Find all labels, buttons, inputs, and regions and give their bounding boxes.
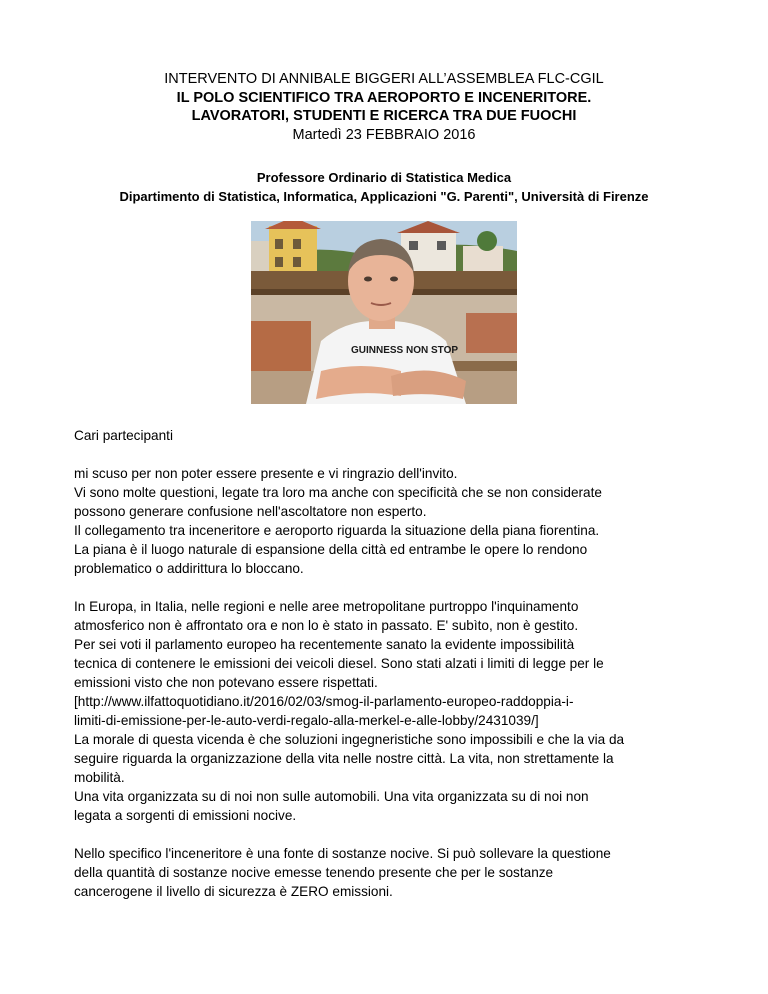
text-line: La piana è il luogo naturale di espansione della città ed entrambe le opere lo rendono — [74, 542, 588, 557]
text-line: Vi sono molte questioni, legate tra loro ma anche con specificità che se non considerate — [74, 485, 602, 500]
text-line: cancerogene il livello di sicurezza è ZERO emissioni. — [74, 884, 393, 899]
author-photo-illustration — [251, 221, 517, 404]
text-line: Per sei voti il parlamento europeo ha recentemente sanato la evidente impossibilità — [74, 637, 575, 652]
text-line: della quantità di sostanze nocive emesse tenendo presente che per le sostanze — [74, 865, 554, 880]
letter-body — [74, 426, 714, 920]
reference-link: [http://www.ilfattoquotidiano.it/2016/02/03/smog-il-parlamento-europeo-raddoppia-i- — [74, 694, 574, 709]
text-line: mobilità. — [74, 770, 125, 785]
author-role: Professore Ordinario di Statistica Medica — [256, 170, 512, 185]
reference-link: limiti-di-emissione-per-le-auto-verdi-regalo-alla-merkel-e-alle-lobby/2431039/] — [74, 713, 539, 728]
text-line: Nello specifico l'inceneritore è una fonte di sostanze nocive. Si può sollevare la questione — [74, 846, 611, 861]
paragraph — [74, 464, 714, 578]
text-line: In Europa, in Italia, nelle regioni e nelle aree metropolitane purtroppo l'inquinamento — [74, 599, 579, 614]
paragraph — [74, 844, 714, 901]
text-line: La morale di questa vicenda è che soluzioni ingegneristiche sono impossibili e che la via da — [74, 732, 625, 747]
talk-subtitle: LAVORATORI, STUDENTI E RICERCA TRA DUE FUOCHI — [191, 108, 577, 124]
text-line: Una vita organizzata su di noi non sulle automobili. Una vita organizzata su di noi non — [74, 789, 589, 804]
talk-title: IL POLO SCIENTIFICO TRA AEROPORTO E INCENERITORE. — [176, 89, 592, 106]
text-line: mi scuso per non poter essere presente e vi ringrazio dell'invito. — [74, 466, 458, 481]
author-affiliation — [0, 168, 768, 206]
text-line: Il collegamento tra inceneritore e aeroporto riguarda la situazione della piana fiorentina. — [74, 523, 600, 538]
text-line: tecnica di contenere le emissioni dei veicoli diesel. Sono stati alzati i limiti di legge per le — [74, 656, 604, 671]
text-line: emissioni visto che non potevano essere rispettati. — [74, 675, 378, 690]
text-line: possono generare confusione nell'ascoltatore non esperto. — [74, 504, 427, 519]
paragraph — [74, 426, 714, 445]
text-line: legata a sorgenti di emissioni nocive. — [74, 808, 297, 823]
greeting: Cari partecipanti — [74, 428, 173, 443]
text-line: problematico o addirittura lo bloccano. — [74, 561, 304, 576]
shirt-print: GUINNESS NON STOP — [351, 345, 459, 356]
author-photo — [251, 221, 517, 404]
paragraph — [74, 597, 714, 825]
event-title: INTERVENTO DI ANNIBALE BIGGERI ALL’ASSEMBLEA FLC-CGIL — [164, 71, 604, 87]
author-department: Dipartimento di Statistica, Informatica, Applicazioni "G. Parenti", Università di Firenze — [119, 189, 649, 204]
text-line: atmosferico non è affrontato ora e non lo è stato in passato. E' subìto, non è gestito. — [74, 618, 579, 633]
event-date: Martedì 23 FEBBRAIO 2016 — [292, 126, 476, 143]
document-header — [0, 70, 768, 144]
text-line: seguire riguarda la organizzazione della vita nelle nostre città. La vita, non strettamente la — [74, 751, 614, 766]
